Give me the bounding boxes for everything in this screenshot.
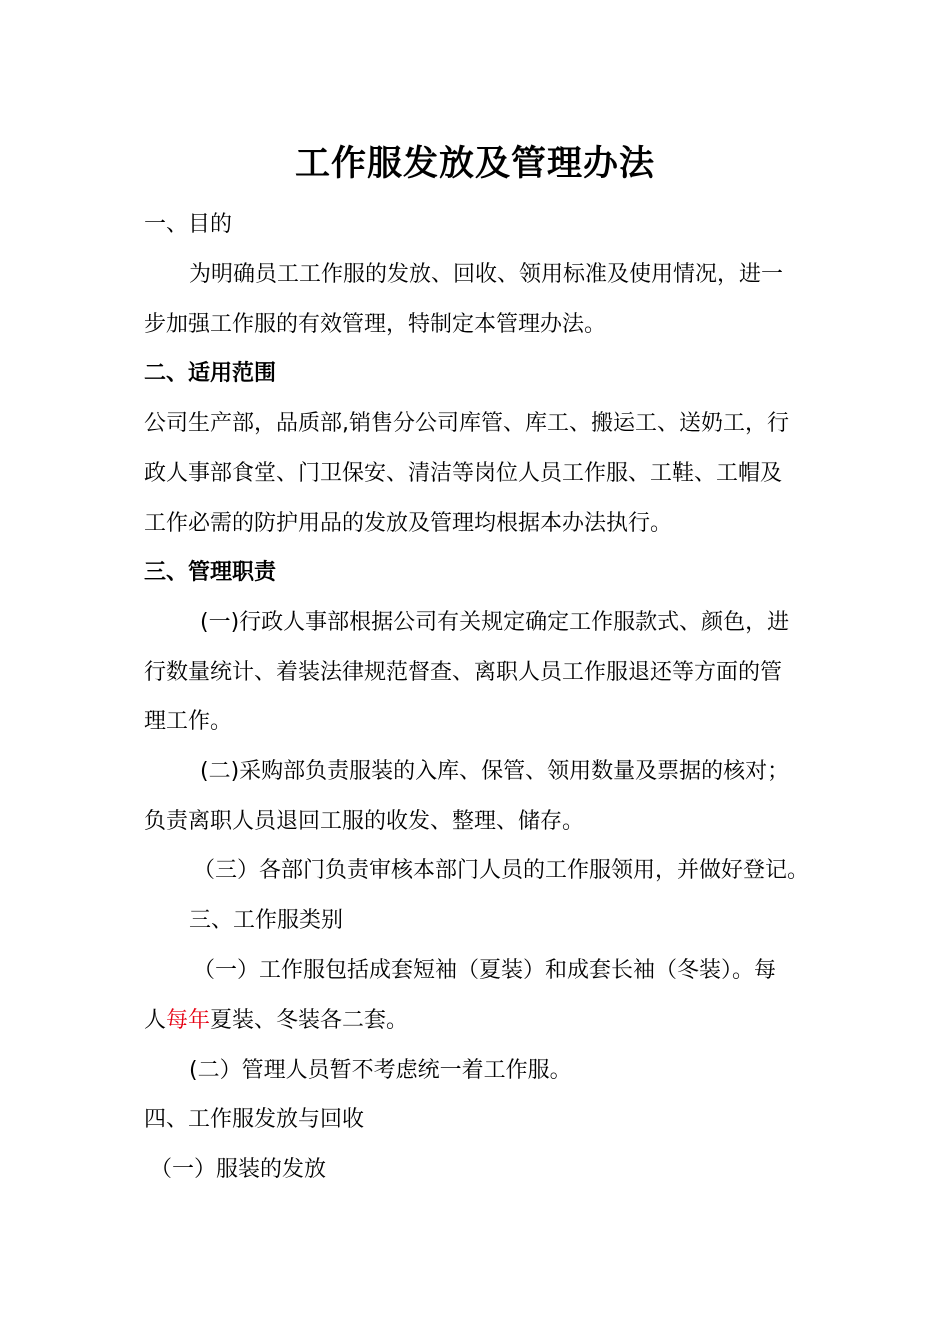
section-heading-categories: 三、工作服类别 <box>189 908 344 933</box>
paragraph-line: 行数量统计、着装法律规范督查、离职人员工作服退还等方面的管 <box>144 660 783 685</box>
paragraph-line: 政人事部食堂、门卫保安、清洁等岗位人员工作服、工鞋、工帽及 <box>144 461 783 486</box>
section-heading-scope: 二、适用范围 <box>144 361 277 386</box>
document-title: 工作服发放及管理办法 <box>294 144 655 184</box>
paragraph-line: (二)采购部负责服装的入库、保管、领用数量及票据的核对； <box>200 759 790 784</box>
paragraph-line: 工作必需的防护用品的发放及管理均根据本办法执行。 <box>144 511 673 536</box>
text-segment: 人 <box>144 1008 167 1033</box>
section-heading-issue-return: 四、工作服发放与回收 <box>144 1107 365 1132</box>
paragraph-line: 公司生产部，品质部,销售分公司库管、库工、搬运工、送奶工，行 <box>144 411 789 436</box>
section-heading-responsibilities: 三、管理职责 <box>144 560 277 585</box>
text-segment: 夏装、冬装各二套。 <box>210 1008 409 1033</box>
section-heading-purpose: 一、目的 <box>144 212 233 237</box>
paragraph-line-highlighted <box>144 1005 408 1037</box>
highlighted-text: 每年 <box>166 1008 211 1033</box>
subsection-heading: （一）服装的发放 <box>150 1157 327 1182</box>
paragraph-line: 负责离职人员退回工服的收发、整理、储存。 <box>144 809 585 834</box>
paragraph-line: （一）工作服包括成套短袖（夏装）和成套长袖（冬装）。每 <box>193 958 777 983</box>
paragraph-line: (一)行政人事部根据公司有关规定确定工作服款式、颜色，进 <box>200 610 790 635</box>
paragraph-line: 理工作。 <box>144 709 233 734</box>
paragraph-line: （三）各部门负责审核本部门人员的工作服领用，并做好登记。 <box>193 858 810 883</box>
paragraph-line: 为明确员工工作服的发放、回收、领用标准及使用情况，进一 <box>189 262 784 287</box>
paragraph-line: (二）管理人员暂不考虑统一着工作服。 <box>189 1058 572 1083</box>
paragraph-line: 步加强工作服的有效管理，特制定本管理办法。 <box>144 312 607 337</box>
